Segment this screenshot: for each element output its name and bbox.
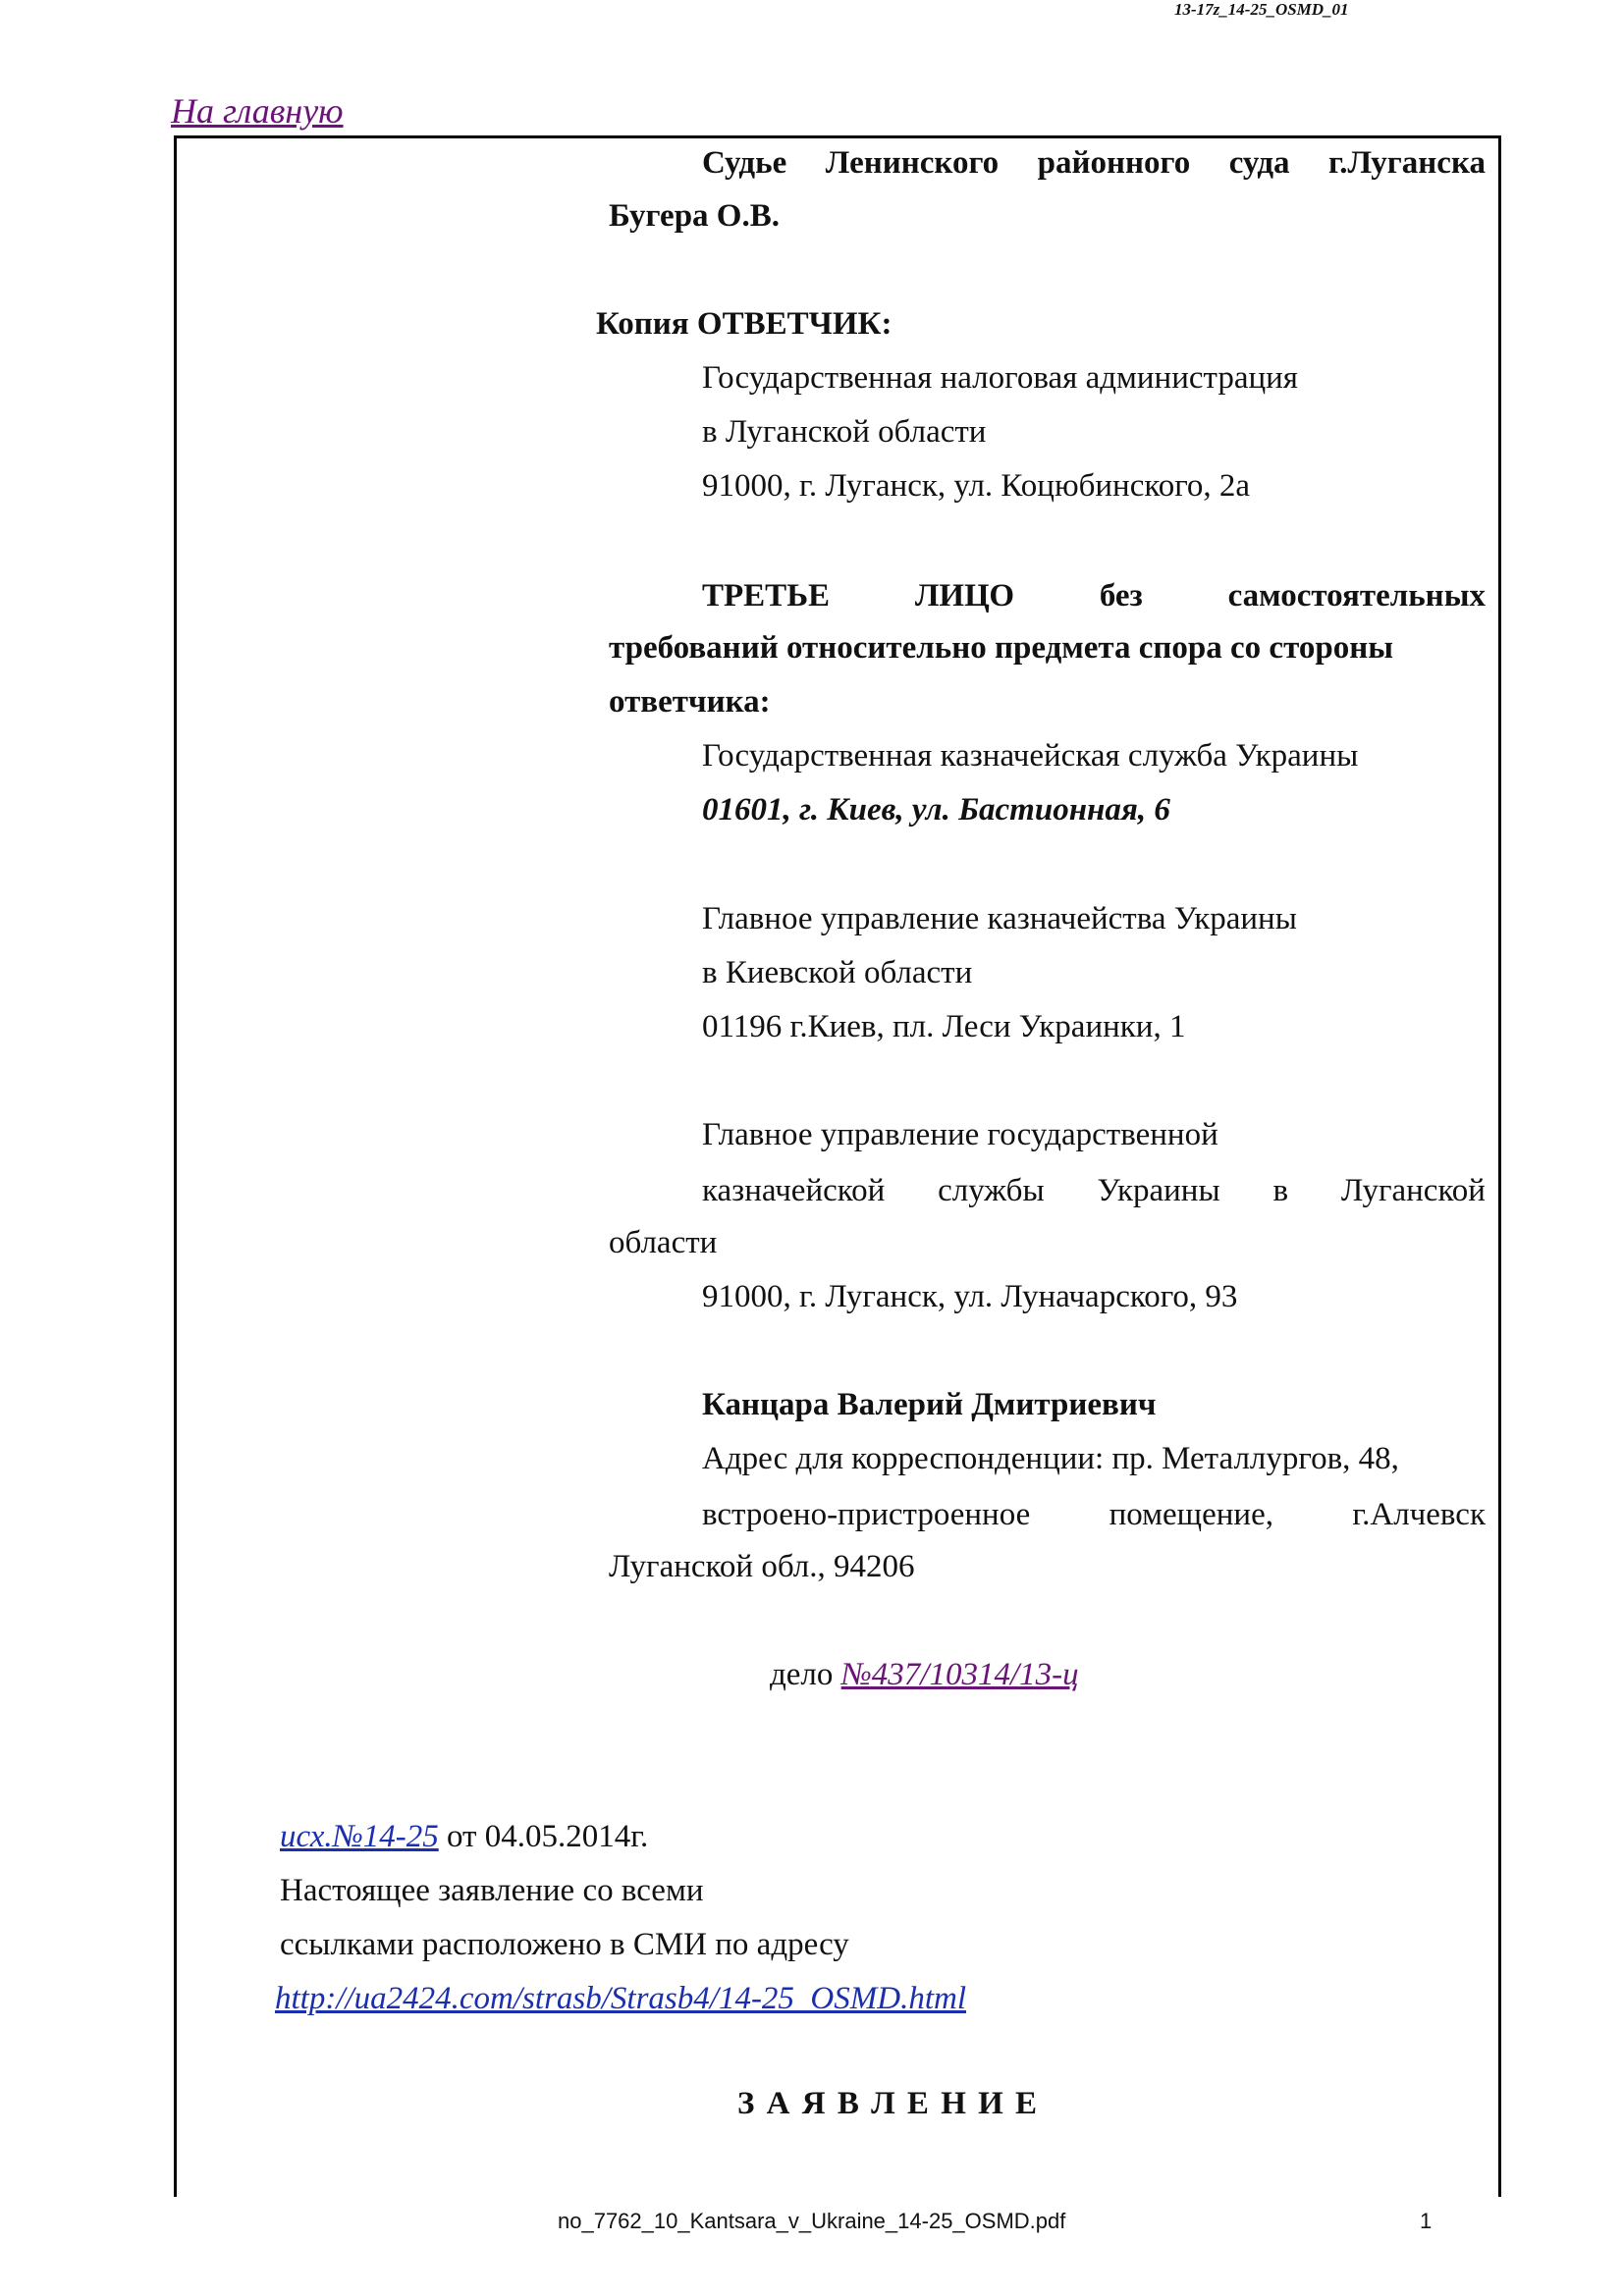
org2-region: в Киевской области [702,955,973,990]
org3-word: Луганской [1340,1173,1486,1208]
third-party-heading-line-3: ответчика: [609,684,771,720]
org3-name-line-1: Главное управление государственной [702,1117,1218,1152]
org3-word: Украины [1097,1173,1220,1208]
outgoing-ref-link[interactable]: исх.№14-25 [280,1819,439,1854]
third-party-word: ТРЕТЬЕ [702,578,831,614]
org2-name: Главное управление казначейства Украины [702,901,1297,936]
applicant-address-line-1: Адрес для корреспонденции: пр. Металлургов, 48, [702,1441,1399,1476]
case-number-link[interactable]: №437/10314/13-ц [840,1657,1079,1692]
footer-page-number: 1 [1420,2209,1433,2233]
addressee-line-1 [702,145,1486,182]
applicant-word: встроено-пристроенное [702,1497,1031,1532]
statement-url-link[interactable]: http://ua2424.com/strasb/Strasb4/14-25_OSMD.html [275,1981,967,2016]
org1-name: Государственная казначейская служба Украины [702,738,1359,774]
third-party-word: ЛИЦО [914,578,1015,614]
third-party-word: самостоятельных [1227,578,1486,614]
outgoing-reference-line [280,1821,648,1853]
org3-word: службы [938,1173,1045,1208]
outgoing-note-line-1: Настоящее заявление со всеми [280,1873,704,1908]
statement-title: З А Я В Л Е Н И Е [737,2086,1040,2121]
third-party-heading-line-1 [702,578,1486,614]
org3-name-line-3: области [609,1225,718,1260]
applicant-address-line-3: Луганской обл., 94206 [609,1549,915,1584]
respondent-heading: Копия ОТВЕТЧИК: [596,306,893,342]
respondent-line-3: 91000, г. Луганск, ул. Коцюбинского, 2а [702,468,1251,504]
third-party-word: без [1099,578,1143,614]
applicant-word: помещение, [1109,1497,1273,1532]
org3-address: 91000, г. Луганск, ул. Луначарского, 93 [702,1279,1238,1314]
applicant-address-line-2 [702,1497,1486,1533]
respondent-line-1: Государственная налоговая администрация [702,360,1298,396]
applicant-word: г.Алчевск [1352,1497,1486,1532]
addressee-word: районного [1037,145,1191,181]
addressee-word: Ленинского [825,145,1000,181]
addressee-line-2: Бугера О.В. [609,198,780,234]
case-label: дело [770,1657,841,1692]
addressee-word: суда [1228,145,1290,181]
org3-name-line-2 [702,1173,1486,1209]
outgoing-date: от 04.05.2014г. [438,1819,649,1854]
addressee-word: г.Луганска [1328,145,1486,181]
org3-word: казначейской [702,1173,886,1208]
case-number-line [770,1659,1079,1691]
org1-address: 01601, г. Киев, ул. Бастионная, 6 [702,792,1170,828]
document-code: 13-17z_14-25_OSMD_01 [1174,0,1349,19]
third-party-heading-line-2: требований относительно предмета спора со стороны [609,630,1393,666]
respondent-line-2: в Луганской области [702,414,987,450]
org2-address: 01196 г.Киев, пл. Леси Украинки, 1 [702,1009,1186,1044]
home-link[interactable]: На главную [171,91,344,131]
footer-filename: no_7762_10_Kantsara_v_Ukraine_14-25_OSMD.pdf [558,2209,1066,2233]
outgoing-note-line-2: ссылками расположено в СМИ по адресу [280,1927,849,1962]
org3-word: в [1272,1173,1289,1208]
addressee-word: Судье [702,145,787,181]
applicant-name: Канцара Валерий Дмитриевич [702,1387,1157,1422]
